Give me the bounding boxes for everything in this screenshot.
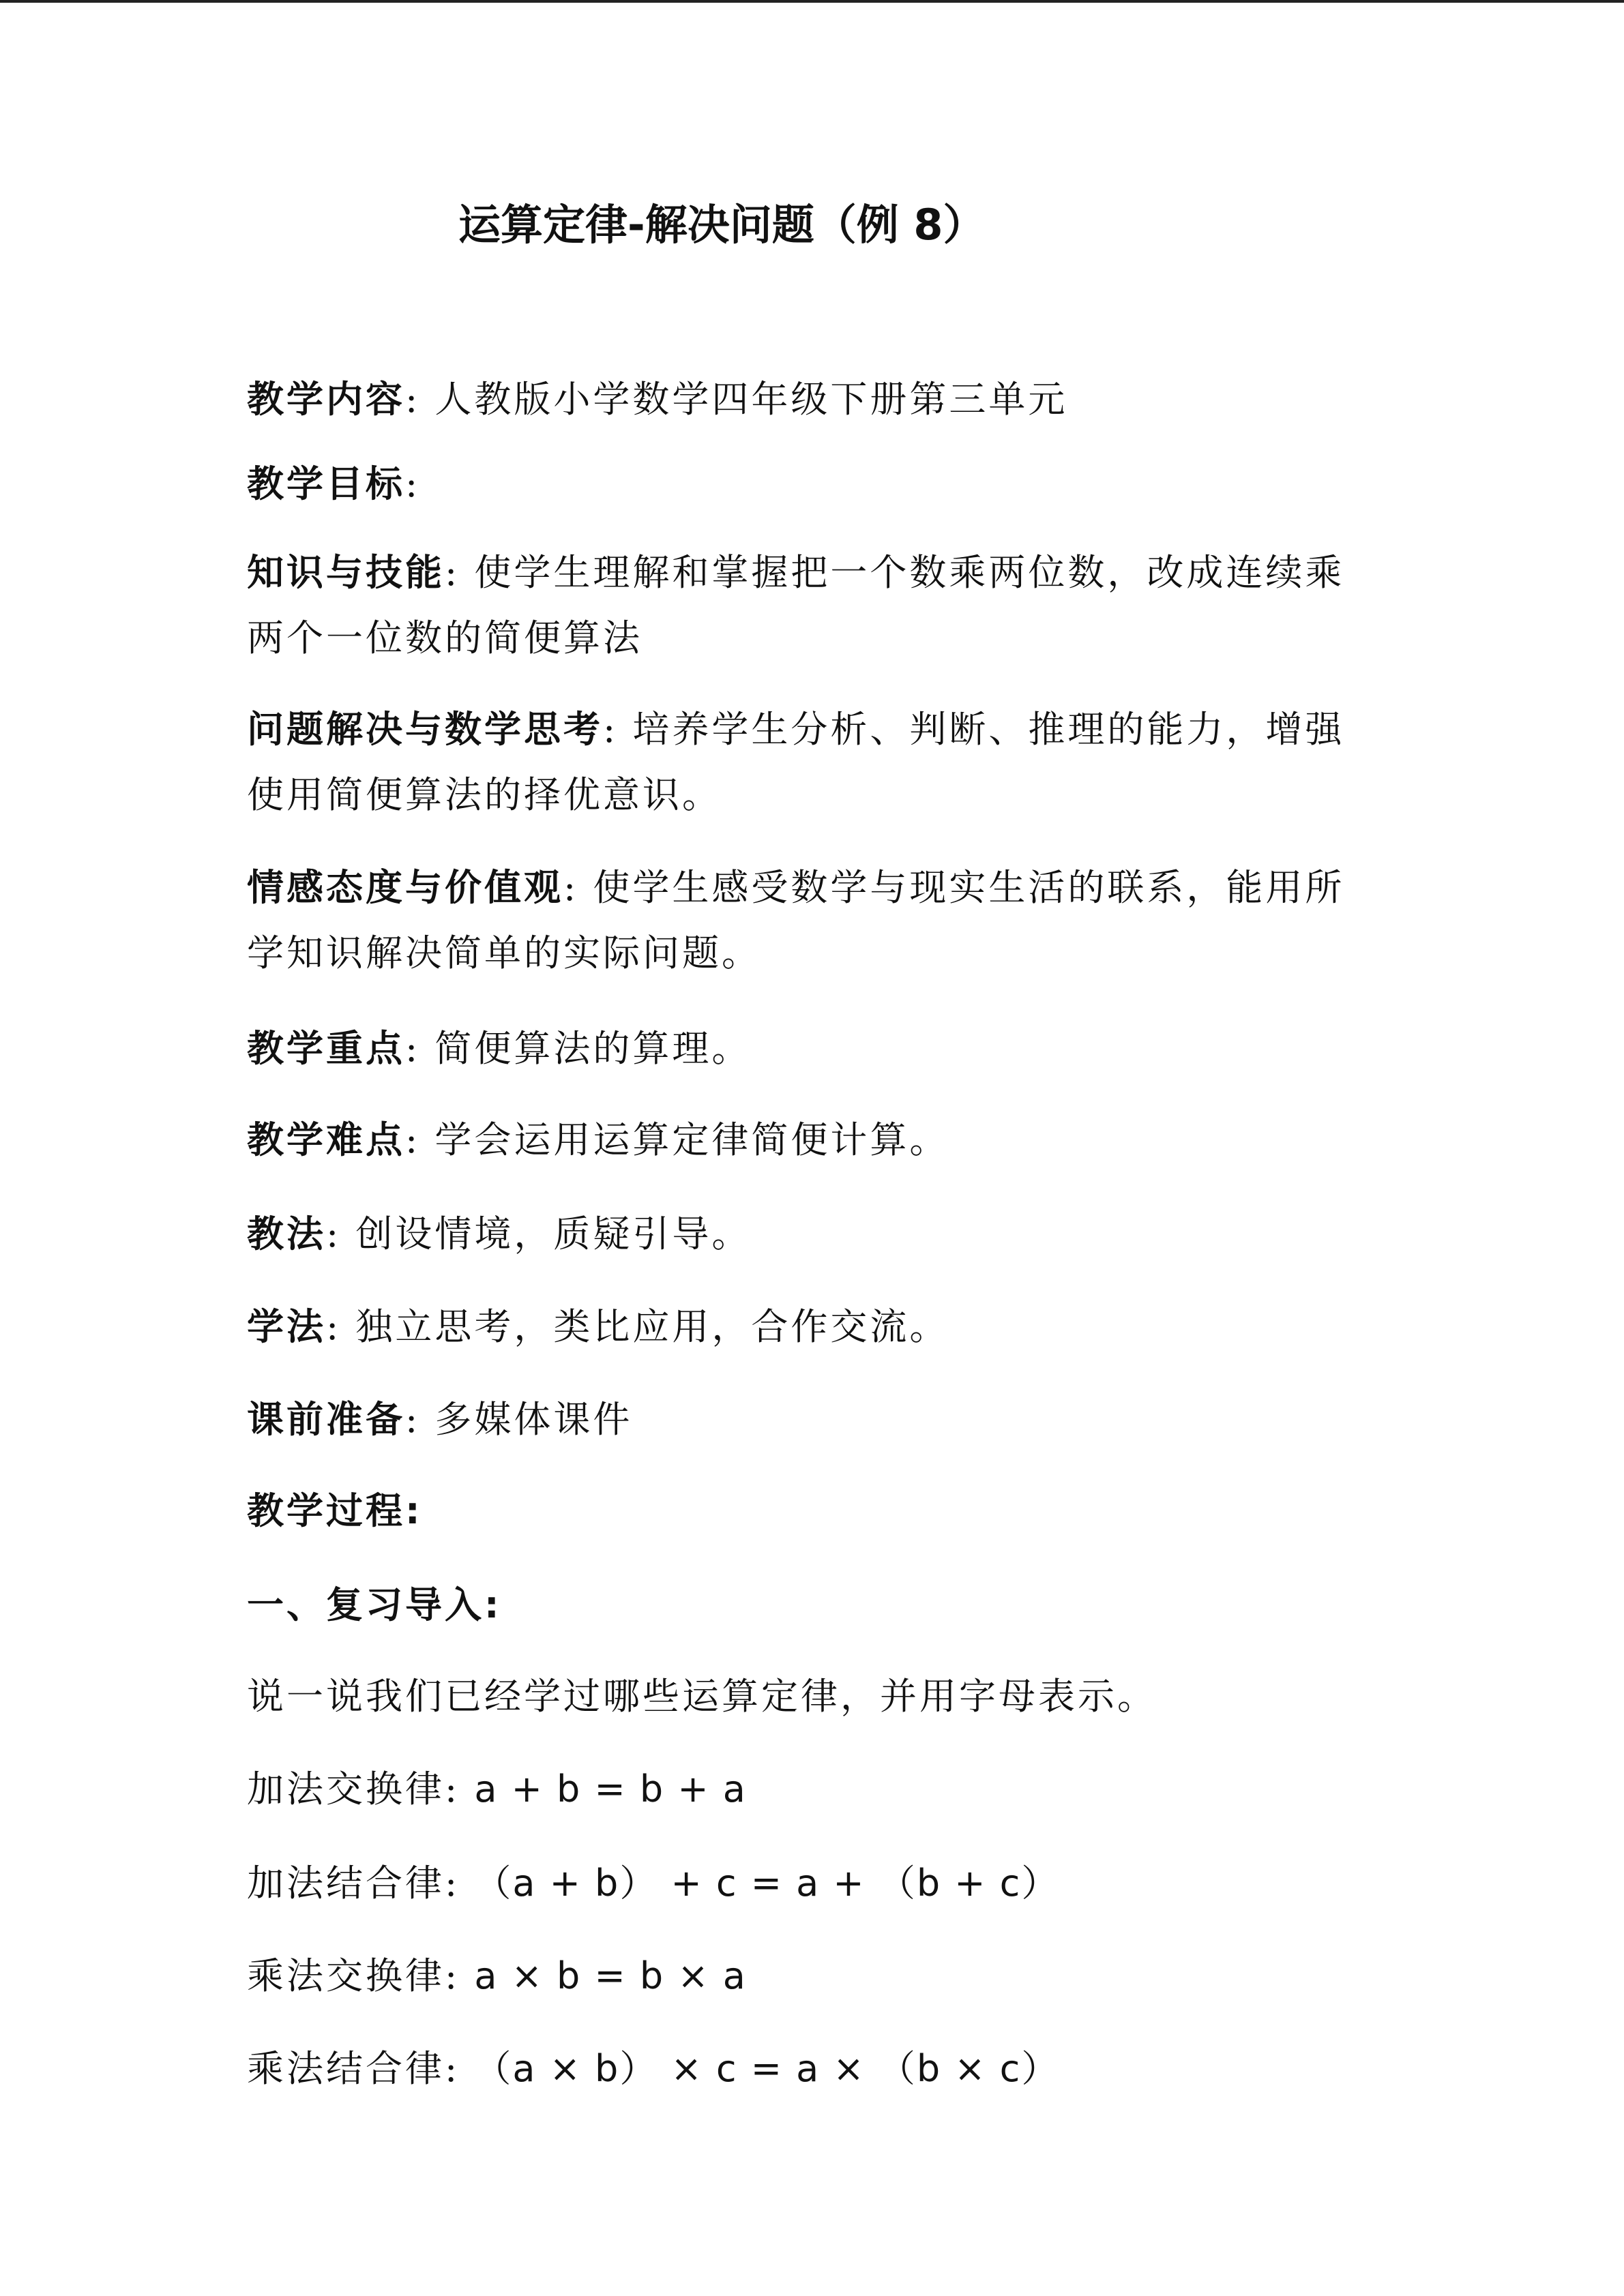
item-key-point: [247, 1016, 1352, 1082]
item-knowledge-skills: [247, 540, 1352, 671]
item-separator: :: [405, 1027, 421, 1070]
law-name: 乘法交换律:: [247, 1954, 460, 1997]
item-label: 教学过程: [247, 1489, 405, 1532]
item-label: 课前准备: [247, 1398, 405, 1441]
intro-sentence: 说一说我们已经学过哪些运算定律，并用字母表示。: [247, 1675, 1157, 1718]
item-text: 使学生感受数学与现实生活的联系，能用所学知识解决简单的实际问题。: [247, 866, 1345, 974]
item-separator: :: [603, 708, 619, 751]
item-separator: :: [445, 551, 460, 594]
item-text: 独立思考，类比应用，合作交流。: [355, 1305, 949, 1348]
item-learning-method: [247, 1294, 1352, 1360]
law-formula: （a × b） × c = a × （b × c）: [474, 2047, 1060, 2090]
law-formula: a × b = b × a: [474, 1954, 747, 1997]
item-teaching-goals: [247, 451, 1352, 517]
item-label: 情感态度与价值观: [247, 866, 563, 909]
item-label: 学法: [247, 1305, 326, 1348]
item-teaching-method: [247, 1202, 1352, 1267]
law-row: [247, 1757, 1352, 1822]
item-text: 创设情境，质疑引导。: [355, 1212, 752, 1255]
item-problem-solving: [247, 697, 1352, 828]
law-row: [247, 1943, 1352, 2009]
item-label: 知识与技能: [247, 551, 445, 594]
item-text: 人教版小学数学四年级下册第三单元: [434, 378, 1068, 421]
item-label: 教学目标: [247, 462, 405, 505]
item-label: 教法: [247, 1212, 326, 1255]
item-text: 简便算法的算理。: [434, 1027, 752, 1070]
item-separator: :: [484, 1583, 502, 1626]
item-separator: :: [405, 1398, 421, 1441]
law-formula: a + b = b + a: [474, 1768, 747, 1810]
item-separator: :: [405, 1489, 423, 1532]
page-top-border: [0, 0, 1624, 3]
page-title: 运算定律-解决问题（例 8）: [458, 200, 986, 250]
item-text: 多媒体课件: [434, 1398, 633, 1441]
item-label: 问题解决与数学思考: [247, 708, 603, 751]
item-teaching-content: [247, 367, 1352, 432]
item-label: 教学重点: [247, 1027, 405, 1070]
item-separator: :: [563, 866, 579, 909]
item-separator: :: [405, 1118, 421, 1161]
section-heading-review: [247, 1572, 1352, 1638]
law-formula: （a + b） + c = a + （b + c）: [474, 1862, 1060, 1905]
item-difficult-point: [247, 1107, 1352, 1173]
item-text: 使学生理解和掌握把一个数乘两位数，改成连续乘两个一位数的简便算法: [247, 551, 1345, 659]
item-label: 教学难点: [247, 1118, 405, 1161]
item-label: 一、复习导入: [247, 1583, 484, 1626]
item-attitude-values: [247, 855, 1352, 986]
item-text: 学会运用运算定律简便计算。: [434, 1118, 949, 1161]
item-preparation: [247, 1387, 1352, 1452]
item-separator: :: [326, 1212, 342, 1255]
law-row: [247, 2036, 1352, 2102]
law-name: 加法结合律:: [247, 1862, 460, 1905]
item-separator: :: [326, 1305, 342, 1348]
law-name: 乘法结合律:: [247, 2047, 460, 2090]
item-text: 培养学生分析、判断、推理的能力，增强使用简便算法的择优意识。: [247, 708, 1345, 816]
item-separator: :: [405, 462, 421, 505]
item-separator: :: [405, 378, 421, 421]
item-teaching-process: [247, 1478, 1352, 1544]
item-label: 教学内容: [247, 378, 405, 421]
law-row: [247, 1851, 1352, 1916]
law-name: 加法交换律:: [247, 1768, 460, 1810]
